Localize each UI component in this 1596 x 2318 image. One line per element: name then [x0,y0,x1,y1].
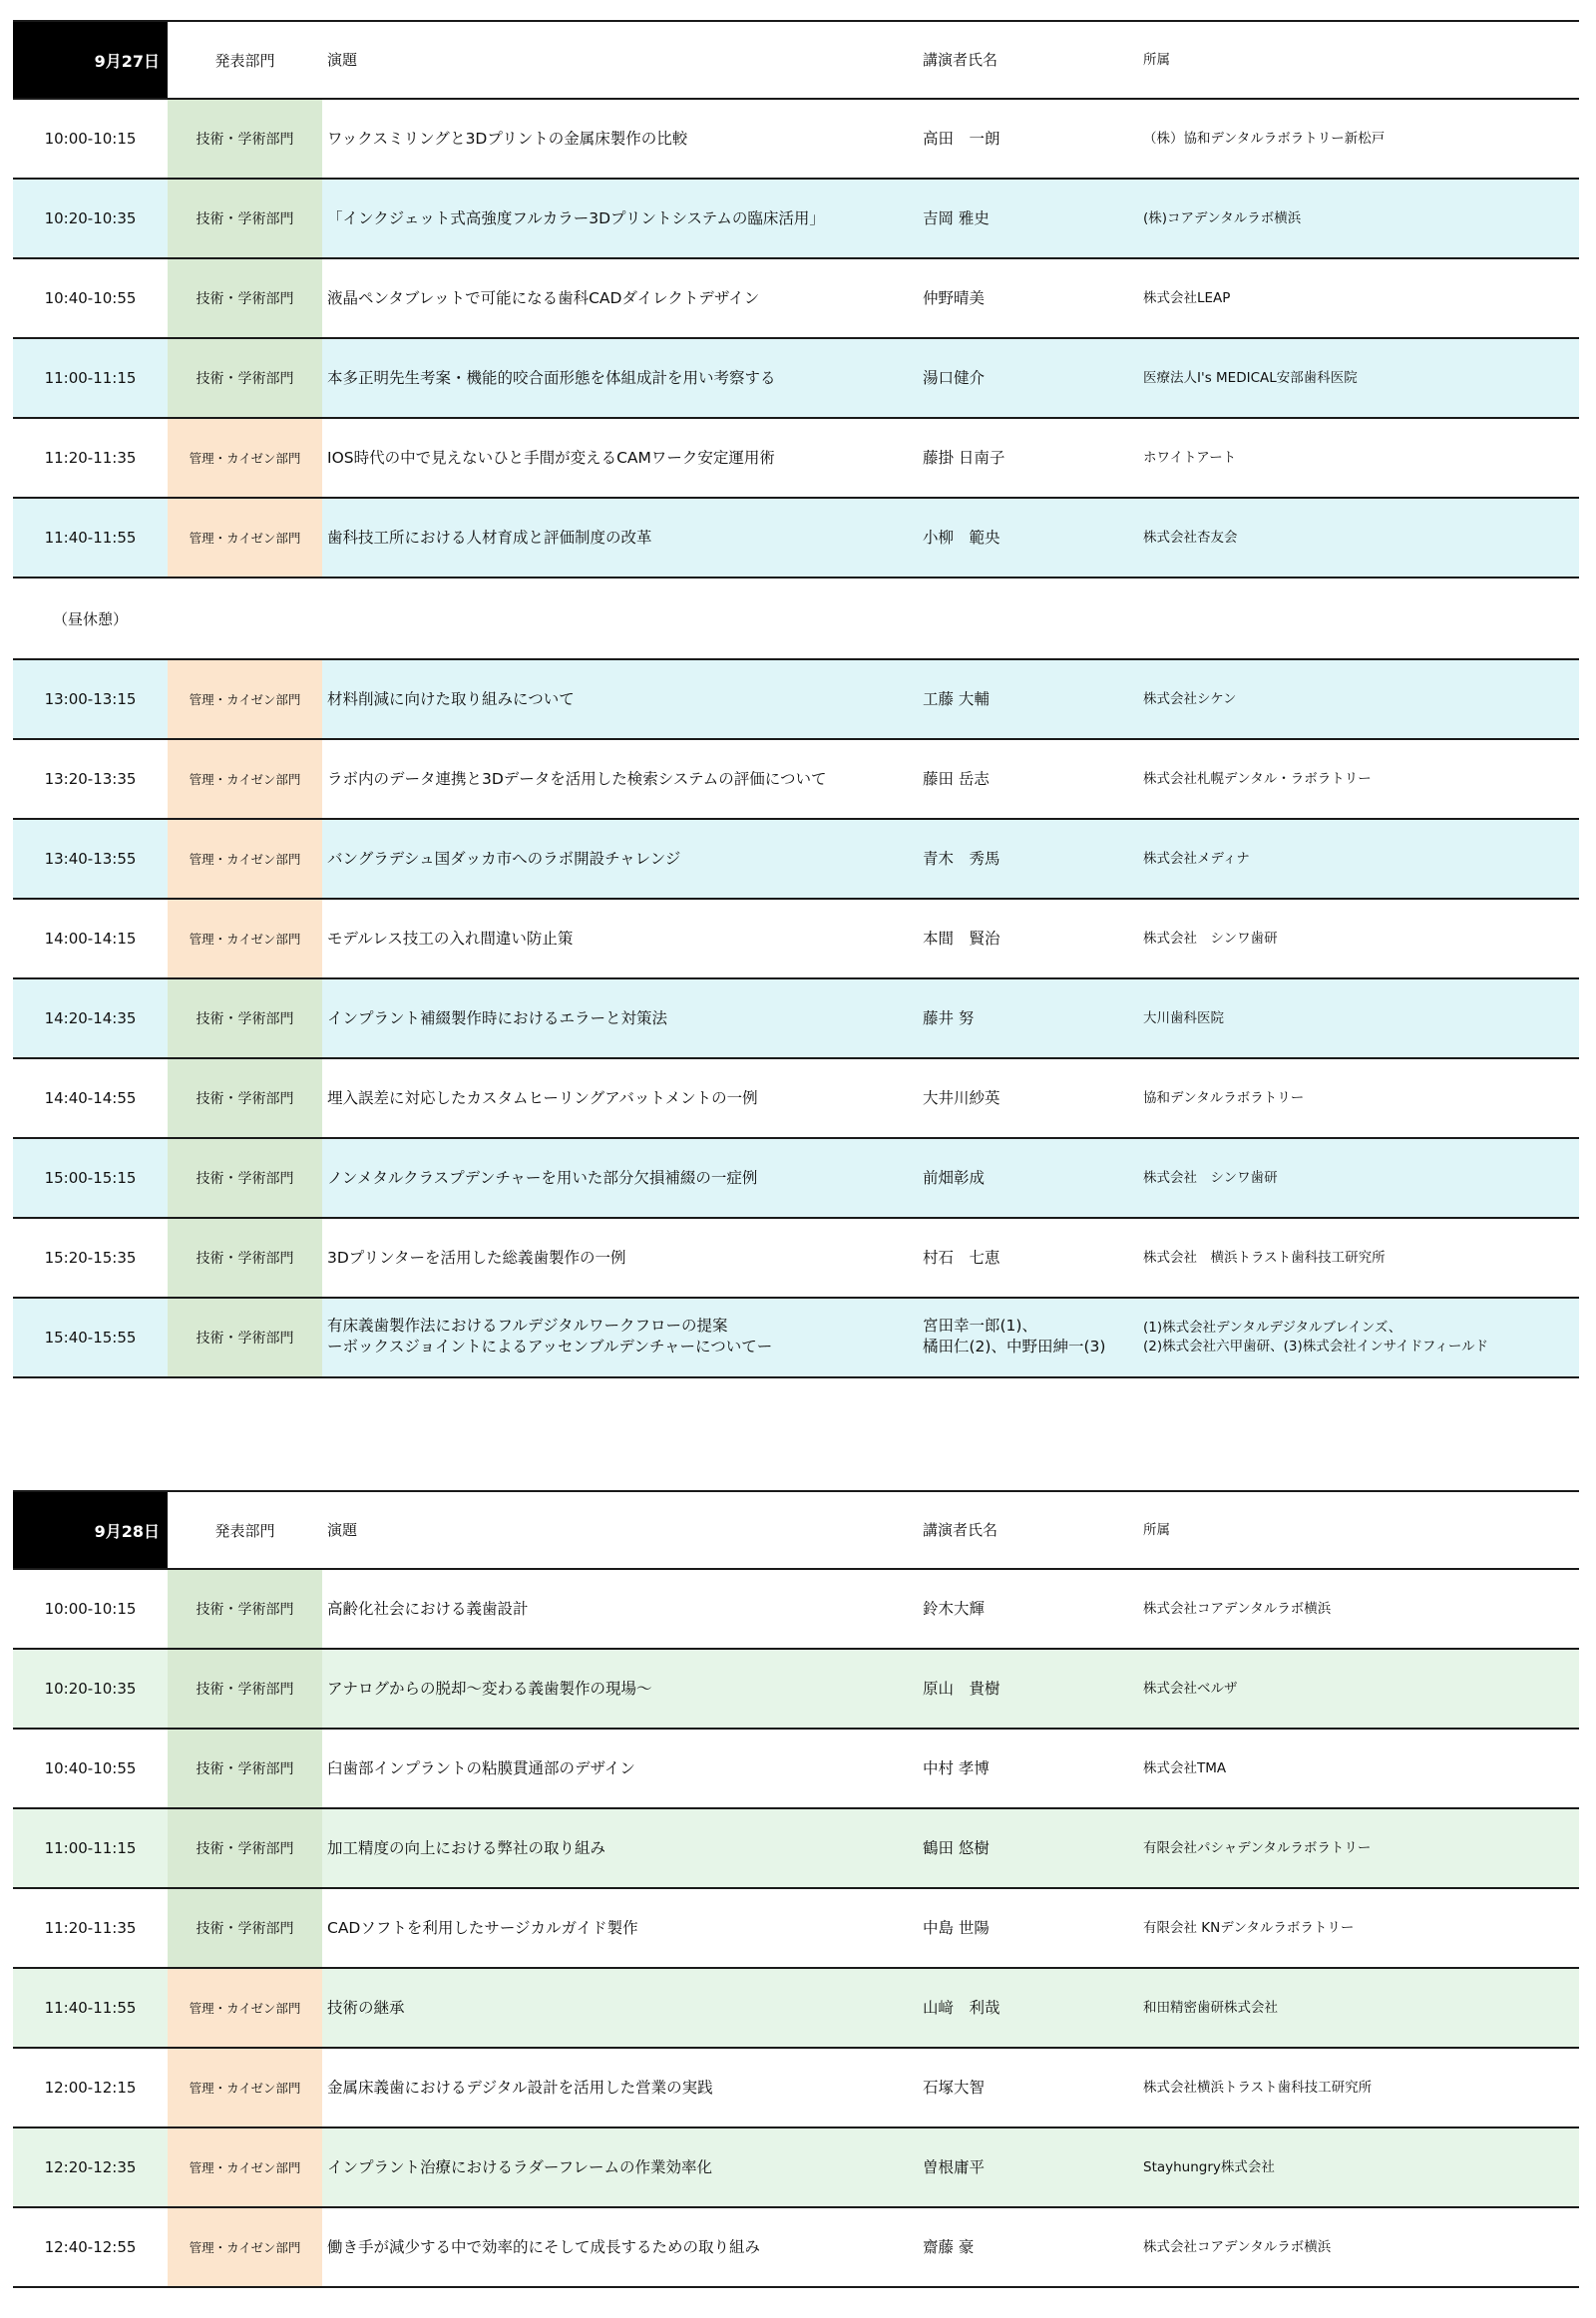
session-speaker: 大井川紗英 [923,1088,1000,1107]
table-row [13,1059,1579,1139]
table-row [13,979,1579,1059]
session-dept: 技術・学術部門 [168,979,322,1057]
session-dept: 技術・学術部門 [168,1139,322,1217]
header-affiliation: 所属 [1143,51,1170,68]
session-title: 材料削減に向けた取り組みについて [327,689,575,708]
lunch-break-label: （昼休憩） [53,609,129,628]
session-time: 11:40-11:55 [44,1999,137,2017]
session-affiliation: 株式会社コアデンタルラボ横浜 [1143,2238,1332,2255]
day2-rows [13,1570,1579,2288]
session-time: 10:20-10:35 [44,209,137,227]
session-speaker: 山﨑 利哉 [923,1998,1000,2017]
session-title: CADソフトを利用したサージカルガイド製作 [327,1918,638,1937]
session-dept: 技術・学術部門 [168,339,322,417]
session-affiliation: (株)コアデンタルラボ横浜 [1143,209,1302,226]
table-row [13,1299,1579,1378]
session-dept: 技術・学術部門 [168,1650,322,1728]
table-row [13,499,1579,579]
session-title [327,1299,916,1376]
session-speaker: 中島 世陽 [923,1918,990,1937]
session-speaker: 藤掛 日南子 [923,448,1005,467]
session-dept: 管理・カイゼン部門 [168,499,322,577]
table-row [13,2049,1579,2128]
session-dept: 管理・カイゼン部門 [168,820,322,898]
session-dept: 技術・学術部門 [168,259,322,337]
session-title: 「インクジェット式高強度フルカラー3Dプリントシステムの臨床活用」 [327,208,825,227]
session-dept: 技術・学術部門 [168,1570,322,1648]
session-affiliation: 株式会社コアデンタルラボ横浜 [1143,1600,1332,1617]
session-title: インプラント治療におけるラダーフレームの作業効率化 [327,2157,712,2176]
session-time: 12:40-12:55 [44,2238,137,2256]
day1-morning-rows [13,100,1579,579]
session-dept: 技術・学術部門 [168,1219,322,1297]
session-title: 加工精度の向上における弊社の取り組み [327,1838,606,1857]
session-title: 技術の継承 [327,1998,405,2017]
session-affiliation-line1: (1)株式会社デンタルデジタルブレインズ、 [1143,1320,1402,1336]
session-time: 11:20-11:35 [44,449,137,467]
table-row [13,2208,1579,2288]
session-time: 14:40-14:55 [44,1089,137,1107]
session-dept: 管理・カイゼン部門 [168,660,322,738]
session-speaker: 前畑彰成 [923,1168,986,1187]
session-affiliation-line2: (2)株式会社六甲歯研、(3)株式会社インサイドフィールド [1143,1339,1489,1354]
session-time: 13:40-13:55 [44,850,137,868]
table-row [13,419,1579,499]
session-title: 本多正明先生考案・機能的咬合面形態を体組成計を用い考察する [327,368,776,387]
header-title: 演題 [327,1520,358,1539]
session-dept: 技術・学術部門 [168,180,322,257]
day2-schedule [13,1490,1579,2288]
header-title: 演題 [327,50,358,69]
session-speaker: 鈴木大輝 [923,1599,986,1618]
session-time: 12:20-12:35 [44,2158,137,2176]
header-dept: 発表部門 [214,1521,275,1540]
session-title: IOS時代の中で見えないひと手間が変えるCAMワーク安定運用術 [327,448,775,467]
day1-schedule [13,20,1579,1378]
session-dept: 管理・カイゼン部門 [168,2208,322,2286]
session-dept: 技術・学術部門 [168,1299,322,1376]
day2-date: 9月28日 [13,1492,168,1568]
session-dept: 管理・カイゼン部門 [168,2049,322,2126]
session-title-line2: ーボックスジョイントによるアッセンブルデンチャーについてー [327,1338,773,1355]
session-time: 14:20-14:35 [44,1009,137,1027]
session-title: バングラデシュ国ダッカ市へのラボ開設チャレンジ [327,849,681,868]
table-row [13,820,1579,900]
session-title: 高齢化社会における義歯設計 [327,1599,529,1618]
day1-date: 9月27日 [13,22,168,98]
session-affiliation: 大川歯科医院 [1143,1009,1224,1026]
session-time: 15:00-15:15 [44,1169,137,1187]
session-dept: 管理・カイゼン部門 [168,1969,322,2047]
session-affiliation: 株式会社杏友会 [1143,529,1238,546]
session-affiliation: 有限会社 KNデンタルラボラトリー [1143,1919,1355,1936]
session-dept: 技術・学術部門 [168,1059,322,1137]
session-time: 10:00-10:15 [44,130,137,148]
session-title: 3Dプリンターを活用した総義歯製作の一例 [327,1248,626,1267]
session-title: インプラント補綴製作時におけるエラーと対策法 [327,1008,668,1027]
session-speaker: 村石 七恵 [923,1248,1000,1267]
table-row [13,1730,1579,1809]
session-speaker: 藤田 岳志 [923,769,990,788]
session-time: 10:20-10:35 [44,1680,137,1698]
session-speaker: 藤井 努 [923,1008,975,1027]
table-row [13,1139,1579,1219]
session-title: ラボ内のデータ連携と3Dデータを活用した検索システムの評価について [327,769,827,788]
session-speaker-line2: 橘田仁(2)、中野田紳一(3) [923,1338,1106,1355]
session-speaker: 原山 貴樹 [923,1679,1000,1698]
session-time: 11:00-11:15 [44,369,137,387]
session-title: 臼歯部インプラントの粘膜貫通部のデザイン [327,1758,635,1777]
session-dept: 技術・学術部門 [168,100,322,178]
session-title: 働き手が減少する中で効率的にそして成長するための取り組み [327,2237,761,2256]
day1-afternoon-rows [13,658,1579,1299]
session-affiliation: 株式会社札幌デンタル・ラボラトリー [1143,770,1372,787]
session-title: ワックスミリングと3Dプリントの金属床製作の比較 [327,129,688,148]
session-affiliation: 株式会社 シンワ歯研 [1143,1169,1278,1186]
table-row [13,1650,1579,1730]
session-time: 12:00-12:15 [44,2079,137,2097]
session-time: 15:20-15:35 [44,1249,137,1267]
session-title-line1: 有床義歯製作法におけるフルデジタルワークフローの提案 [327,1317,728,1335]
session-speaker: 本間 賢治 [923,929,1000,948]
session-time: 11:00-11:15 [44,1839,137,1857]
session-affiliation: 株式会社 シンワ歯研 [1143,930,1278,947]
session-speaker: 湯口健介 [923,368,986,387]
session-time: 10:00-10:15 [44,1600,137,1618]
session-speaker: 仲野晴美 [923,288,986,307]
session-title: アナログからの脱却〜変わる義歯製作の現場〜 [327,1679,652,1698]
session-affiliation: 株式会社TMA [1143,1759,1227,1776]
table-row [13,900,1579,979]
session-affiliation: 協和デンタルラボラトリー [1143,1089,1305,1106]
session-dept: 技術・学術部門 [168,1809,322,1887]
session-speaker: 小柳 範央 [923,528,1000,547]
session-title: 埋入誤差に対応したカスタムヒーリングアバットメントの一例 [327,1088,758,1107]
table-row [13,180,1579,259]
session-time: 15:40-15:55 [44,1329,137,1347]
session-affiliation: 和田精密歯研株式会社 [1143,1999,1278,2016]
session-speaker: 吉岡 雅史 [923,208,990,227]
session-dept: 管理・カイゼン部門 [168,2128,322,2206]
session-time: 10:40-10:55 [44,1759,137,1777]
session-dept: 管理・カイゼン部門 [168,419,322,497]
session-time: 11:20-11:35 [44,1919,137,1937]
session-title: ノンメタルクラスプデンチャーを用いた部分欠損補綴の一症例 [327,1168,758,1187]
session-speaker-line1: 宮田幸一郎(1)、 [923,1317,1037,1335]
session-speaker [923,1299,1142,1376]
table-row [13,339,1579,419]
lunch-break-row [13,579,1579,658]
session-speaker: 齋藤 豪 [923,2237,975,2256]
session-speaker: 中村 孝博 [923,1758,990,1777]
table-row [13,1570,1579,1650]
day2-header-row [13,1490,1579,1570]
session-affiliation: ホワイトアート [1143,449,1237,466]
session-affiliation: 株式会社シケン [1143,690,1237,707]
session-affiliation: 株式会社横浜トラスト歯科技工研究所 [1143,2079,1373,2096]
session-affiliation: 株式会社LEAP [1143,289,1231,306]
table-row [13,1969,1579,2049]
table-row [13,100,1579,180]
session-affiliation [1143,1299,1582,1376]
session-title: 金属床義歯におけるデジタル設計を活用した営業の実践 [327,2078,713,2097]
session-affiliation: 株式会社 横浜トラスト歯科技工研究所 [1143,1249,1386,1266]
session-affiliation: 医療法人I's MEDICAL安部歯科医院 [1143,369,1358,386]
session-dept: 管理・カイゼン部門 [168,740,322,818]
session-speaker: 曽根庸平 [923,2157,986,2176]
day1-header-row [13,20,1579,100]
session-dept: 技術・学術部門 [168,1889,322,1967]
session-time: 13:20-13:35 [44,770,137,788]
session-speaker: 鶴田 悠樹 [923,1838,990,1857]
session-time: 13:00-13:15 [44,690,137,708]
header-speaker: 講演者氏名 [923,50,998,69]
header-speaker: 講演者氏名 [923,1520,998,1539]
session-affiliation: 有限会社パシャデンタルラボラトリー [1143,1839,1372,1856]
table-row [13,1809,1579,1889]
session-speaker: 高田 一朗 [923,129,1000,148]
session-affiliation: 株式会社ベルザ [1143,1680,1238,1697]
session-time: 11:40-11:55 [44,529,137,547]
session-title: 歯科技工所における人材育成と評価制度の改革 [327,528,652,547]
session-title: モデルレス技工の入れ間違い防止策 [327,929,574,948]
table-row [13,740,1579,820]
session-title: 液晶ペンタブレットで可能になる歯科CADダイレクトデザイン [327,288,760,307]
table-row [13,660,1579,740]
table-row [13,1889,1579,1969]
session-dept: 技術・学術部門 [168,1730,322,1807]
table-row [13,2128,1579,2208]
session-time: 10:40-10:55 [44,289,137,307]
session-speaker: 工藤 大輔 [923,689,990,708]
session-speaker: 青木 秀馬 [923,849,1000,868]
header-affiliation: 所属 [1143,1521,1170,1538]
session-speaker: 石塚大智 [923,2078,986,2097]
session-affiliation: 株式会社メディナ [1143,850,1250,867]
session-affiliation: （株）協和デンタルラボラトリー新松戸 [1143,130,1386,147]
table-row [13,259,1579,339]
header-dept: 発表部門 [214,51,275,70]
session-dept: 管理・カイゼン部門 [168,900,322,977]
session-affiliation: Stayhungry株式会社 [1143,2158,1275,2175]
session-time: 14:00-14:15 [44,930,137,948]
table-row [13,1219,1579,1299]
